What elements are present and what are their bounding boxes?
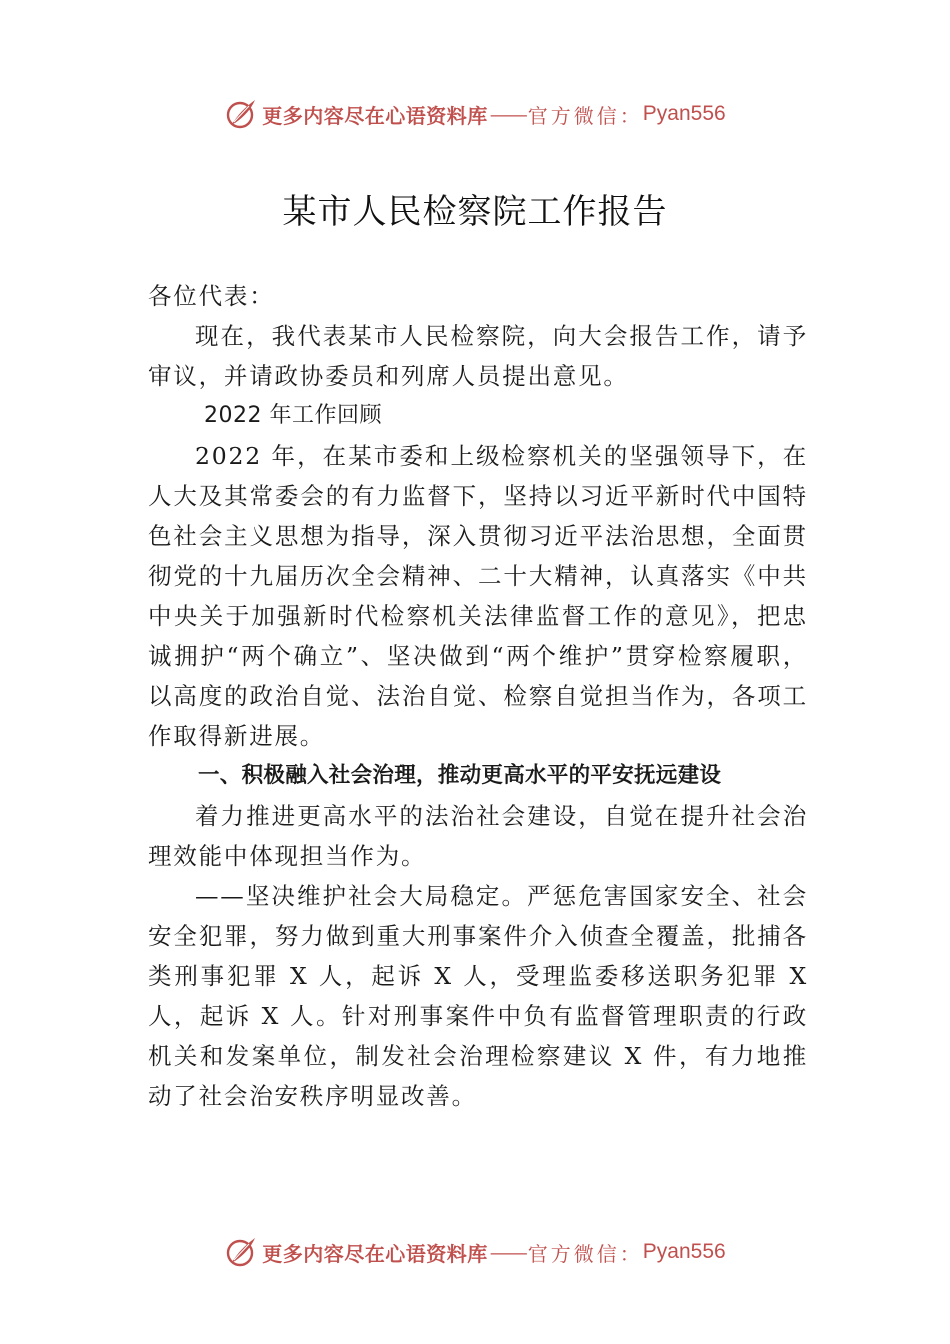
feather-pen-logo-icon <box>224 1235 258 1269</box>
footer-banner <box>0 1232 950 1272</box>
salutation: 各位代表： <box>148 282 275 310</box>
banner-dash: —— <box>489 102 526 126</box>
banner-wechat-id: Pyan556 <box>642 1240 726 1263</box>
banner-dash: —— <box>489 1240 526 1264</box>
section-one-heading: 一、积极融入社会治理，推动更高水平的平安抚远建设 <box>198 763 722 788</box>
document-body <box>148 276 808 1116</box>
review-paragraph: 2022 年，在某市委和上级检察机关的坚强领导下，在人大及其常委会的有力监督下，坚持以习近平新时代中国特色社会主义思想为指导，深入贯彻习近平法治思想，全面贯彻党的十九届历次全会精神、二十大精神，认真落实《中共中央关于加强新时代检察机关法律监督工作的意见》，把忠 诚拥护“两个确立”、坚决做到“两个维护”贯穿检察履职， 以高度的政治自觉、法治自觉、检察自觉担当作为，各项工作取得新进展。 <box>148 442 808 750</box>
section-review-heading: 2022 年工作回顾 <box>204 403 382 428</box>
banner-brand-text: 更多内容尽在心语资料库 <box>262 1241 488 1266</box>
intro-paragraph: 现在，我代表某市人民检察院，向大会报告工作，请予审议，并请政协委员和列席人员提出意见。 <box>148 322 808 390</box>
banner-wechat-id: Pyan556 <box>642 102 726 125</box>
banner-wechat-label: 官方微信： <box>527 1241 643 1266</box>
banner-wechat-label: 官方微信： <box>527 103 643 128</box>
banner-brand-text: 更多内容尽在心语资料库 <box>262 103 488 128</box>
header-banner <box>0 94 950 134</box>
section-one-item: ——坚决维护社会大局稳定。严惩危害国家安全、社会安全犯罪，努力做到重大刑事案件介入侦查全覆盖，批捕各类刑事犯罪 X 人，起诉 X 人，受理监委移送职务犯罪 X 人，起诉 X 人。针对刑事案件中负有监督管理职责的行政机关和发案单位，制发社会治理检察建议 X 件，有力地推动了社会治安秩序明显改善。 <box>148 882 808 1110</box>
feather-pen-logo-icon <box>224 97 258 131</box>
page-title: 某市人民检察院工作报告 <box>282 192 668 232</box>
section-one-intro: 着力推进更高水平的法治社会建设，自觉在提升社会治理效能中体现担当作为。 <box>148 802 808 870</box>
